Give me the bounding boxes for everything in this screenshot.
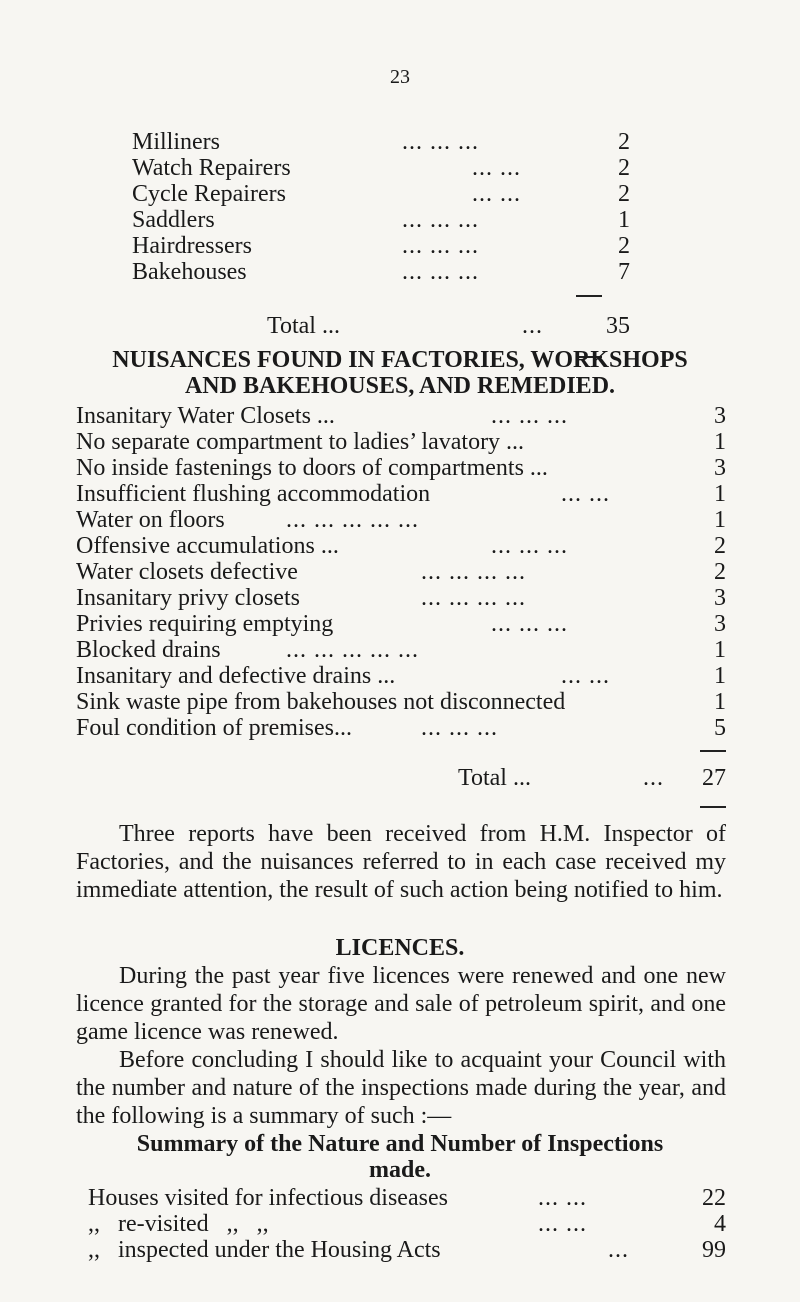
- row-label: Water closets defective: [76, 559, 298, 585]
- nuisances-heading-line1: NUISANCES FOUND IN FACTORIES, WORKSHOPS: [112, 347, 688, 373]
- row-value: 2: [618, 129, 630, 155]
- table-row: [76, 558, 726, 586]
- row-label: Sink waste pipe from bakehouses not disconnected: [76, 689, 566, 715]
- table-row: [76, 402, 726, 430]
- total-row: [132, 312, 630, 340]
- row-label: Bakehouses: [132, 259, 247, 285]
- table-row: [76, 584, 726, 612]
- row-label: Insanitary Water Closets ...: [76, 403, 335, 429]
- row-value: 3: [714, 611, 726, 637]
- row-label: Cycle Repairers: [132, 181, 286, 207]
- row-dots: ... ... ...: [402, 233, 479, 259]
- total-rule-bottom: [700, 806, 726, 808]
- row-label: Insanitary privy closets: [76, 585, 300, 611]
- table-row: [132, 128, 630, 156]
- row-dots: ... ... ...: [402, 129, 479, 155]
- table-row: [132, 180, 630, 208]
- row-label: Blocked drains: [76, 637, 221, 663]
- row-label: ,, re-visited ,, ,,: [88, 1211, 269, 1237]
- table-row: [132, 258, 630, 286]
- row-dots: ... ...: [472, 181, 521, 207]
- table-row: [76, 454, 726, 482]
- row-dots: ... ...: [538, 1211, 587, 1237]
- table-row: [76, 662, 726, 690]
- row-label: Houses visited for infectious diseases: [88, 1185, 448, 1211]
- row-value: 5: [714, 715, 726, 741]
- row-value: 1: [714, 637, 726, 663]
- table-row: [76, 688, 726, 716]
- total-value: 35: [606, 313, 630, 339]
- row-dots: ... ...: [472, 155, 521, 181]
- page-number: 23: [390, 66, 410, 88]
- row-value: 3: [714, 585, 726, 611]
- table-row: [76, 714, 726, 742]
- row-label: Offensive accumulations ...: [76, 533, 339, 559]
- licences-heading: LICENCES.: [335, 935, 465, 961]
- table-row: [76, 428, 726, 456]
- row-value: 2: [714, 533, 726, 559]
- row-dots: ...: [608, 1237, 629, 1263]
- row-value: 1: [714, 507, 726, 533]
- row-value: 1: [714, 663, 726, 689]
- table-row: [88, 1210, 726, 1238]
- row-dots: ... ... ...: [402, 259, 479, 285]
- row-value: 2: [714, 559, 726, 585]
- total-dots: ...: [643, 765, 664, 791]
- row-label: Milliners: [132, 129, 220, 155]
- row-dots: ... ... ...: [421, 715, 498, 741]
- summary-heading-line2: made.: [369, 1157, 431, 1183]
- nuisances-heading-line2: AND BAKEHOUSES, AND REMEDIED.: [184, 373, 616, 399]
- row-value: 1: [714, 481, 726, 507]
- table-row: [132, 232, 630, 260]
- row-label: Water on floors: [76, 507, 225, 533]
- table-row: [132, 154, 630, 182]
- total-row: [76, 764, 726, 792]
- row-value: 7: [618, 259, 630, 285]
- table-row: [76, 506, 726, 534]
- row-label: Insufficient flushing accommodation: [76, 481, 431, 507]
- row-value: 22: [702, 1185, 726, 1211]
- row-value: 99: [702, 1237, 726, 1263]
- table-row: [76, 480, 726, 508]
- total-rule-top: [700, 750, 726, 752]
- total-dots: ...: [522, 313, 543, 339]
- row-label: No separate compartment to ladies’ lavatory ...: [76, 429, 525, 455]
- table-row: [132, 206, 630, 234]
- paragraph-concluding: Before concluding I should like to acquaint your Council with the number and nature of the inspections made during the year, and the following is a summary of such :—: [76, 1047, 726, 1129]
- total-value: 27: [702, 765, 726, 791]
- row-value: 4: [714, 1211, 726, 1237]
- row-dots: ... ...: [561, 481, 610, 507]
- row-dots: ... ... ...: [402, 207, 479, 233]
- row-dots: ... ...: [561, 663, 610, 689]
- total-rule-top: [576, 295, 602, 297]
- table-row: [76, 532, 726, 560]
- row-dots: ... ... ...: [491, 533, 568, 559]
- row-label: Insanitary and defective drains ...: [76, 663, 396, 689]
- row-label: Foul condition of premises...: [76, 715, 352, 741]
- row-value: 1: [618, 207, 630, 233]
- row-label: Saddlers: [132, 207, 215, 233]
- row-value: 2: [618, 181, 630, 207]
- table-row: [76, 610, 726, 638]
- row-value: 3: [714, 403, 726, 429]
- row-value: 2: [618, 233, 630, 259]
- table-row: [88, 1236, 726, 1264]
- row-value: 2: [618, 155, 630, 181]
- total-label: Total ...: [458, 765, 531, 791]
- table-row: [76, 636, 726, 664]
- row-dots: ... ... ... ...: [421, 585, 526, 611]
- row-dots: ... ... ... ... ...: [286, 637, 419, 663]
- row-label: Hairdressers: [132, 233, 252, 259]
- total-label: Total ...: [267, 313, 340, 339]
- row-dots: ... ... ... ... ...: [286, 507, 419, 533]
- row-dots: ... ... ...: [491, 611, 568, 637]
- row-value: 3: [714, 455, 726, 481]
- paragraph-reports: Three reports have been received from H.M. Inspector of Factories, and the nuisances referred to in each case received my immediate attention, the result of such action being notified to him.: [76, 821, 726, 903]
- row-value: 1: [714, 689, 726, 715]
- row-value: 1: [714, 429, 726, 455]
- row-dots: ... ... ... ...: [421, 559, 526, 585]
- paragraph-licences: During the past year five licences were renewed and one new licence granted for the storage and sale of petroleum spirit, and one game licence was renewed.: [76, 963, 726, 1045]
- summary-heading-line1: Summary of the Nature and Number of Inspections: [136, 1131, 664, 1157]
- row-label: No inside fastenings to doors of compartments ...: [76, 455, 548, 481]
- row-label: Privies requiring emptying: [76, 611, 334, 637]
- row-label: ,, inspected under the Housing Acts: [88, 1237, 441, 1263]
- row-label: Watch Repairers: [132, 155, 291, 181]
- row-dots: ... ... ...: [491, 403, 568, 429]
- table-row: [88, 1184, 726, 1212]
- row-dots: ... ...: [538, 1185, 587, 1211]
